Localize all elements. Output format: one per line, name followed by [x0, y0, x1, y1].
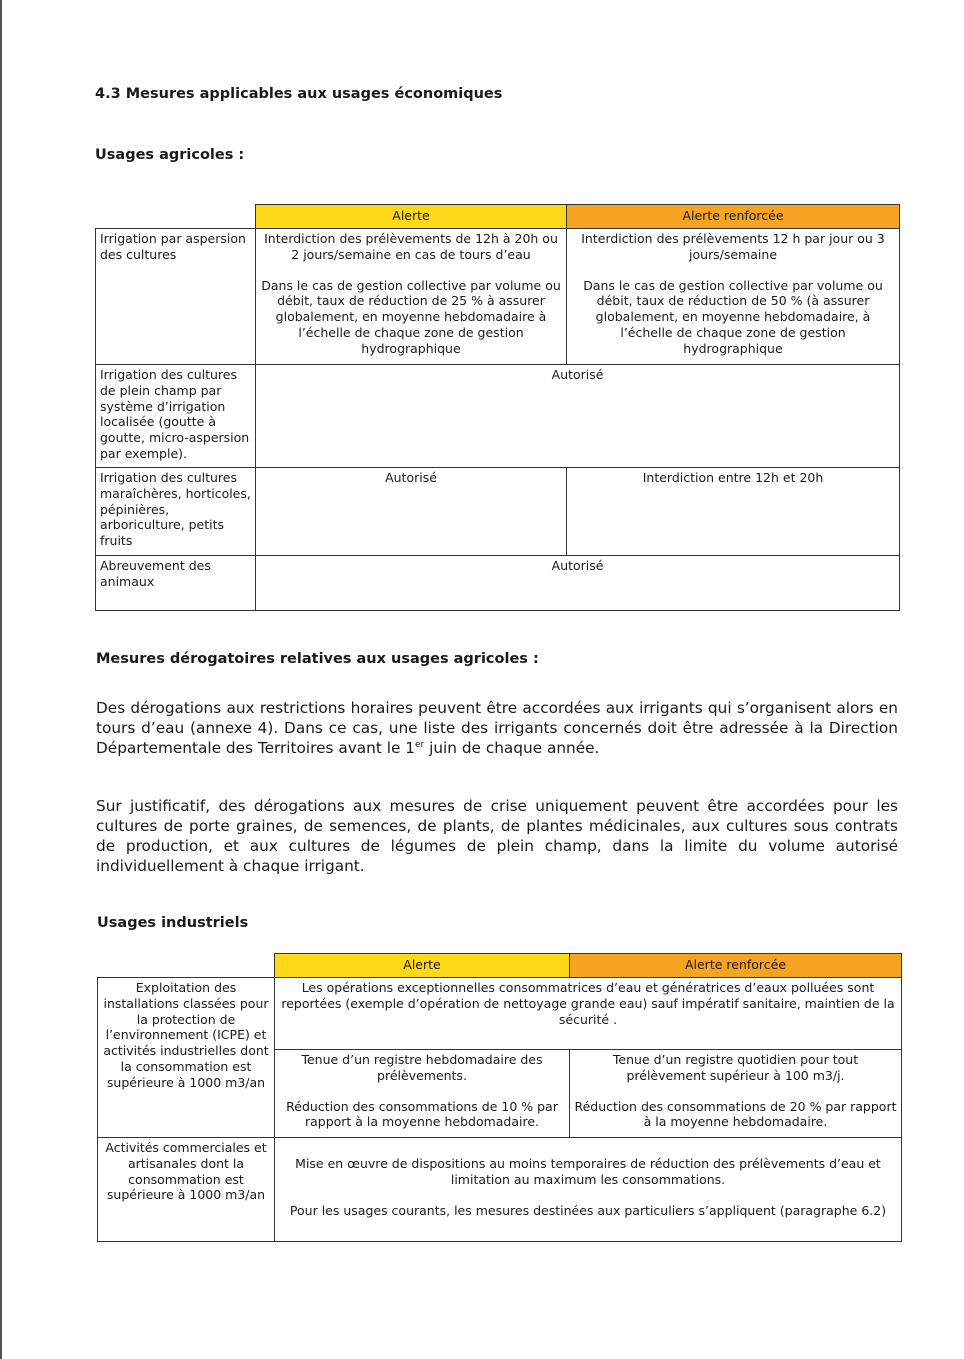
row-label: Irrigation des cultures de plein champ par système d’irrigation localisée (goutte à goutte, micro-aspersion par exemple).: [96, 365, 256, 468]
common-measure-cell: Les opérations exceptionnelles consommatrices d’eau et génératrices d’eaux polluées sont reportées (exemple d’opération de nettoyage grande eau) sauf impératif sanitaire, maintien de la sécurité .: [275, 978, 902, 1050]
table-row: [96, 468, 900, 556]
row-label: Abreuvement des animaux: [96, 556, 256, 611]
table-corner-blank: [98, 954, 275, 978]
row-label: Irrigation par aspersion des cultures: [96, 229, 256, 365]
cell-paragraph: Dans le cas de gestion collective par volume ou débit, taux de réduction de 50 % (à assurer globalement, en moyenne hebdomadaire, à l’échelle de chaque zone de gestion hydrographique: [583, 277, 883, 356]
cell-paragraph: Pour les usages courants, les mesures destinées aux particuliers s’appliquent (paragraphe 6.2): [289, 1202, 887, 1218]
industrial-heading: Usages industriels: [97, 915, 249, 931]
merged-value-cell: Autorisé: [256, 365, 900, 468]
cell-paragraph: Interdiction des prélèvements 12 h par jour ou 3 jours/semaine: [581, 231, 885, 262]
merged-measure-cell: [275, 1138, 902, 1242]
scan-edge: [0, 0, 2, 1359]
renforcee-cell: [570, 1050, 902, 1138]
header-alerte-renforcee: Alerte renforcée: [567, 205, 900, 229]
cell-paragraph: Interdiction des prélèvements de 12h à 20h ou 2 jours/semaine en cas de tours d’eau: [264, 231, 558, 262]
row-label: Activités commerciales et artisanales dont la consommation est supérieure à 1000 m3/an: [98, 1138, 275, 1242]
cell-paragraph: Mise en œuvre de dispositions au moins temporaires de réduction des prélèvements d’eau et limitation au maximum les consommations.: [295, 1156, 881, 1187]
cell-paragraph: Tenue d’un registre quotidien pour tout prélèvement supérieur à 100 m3/j.: [612, 1052, 859, 1083]
table-row: [98, 1138, 902, 1242]
header-alerte-renforcee: Alerte renforcée: [570, 954, 902, 978]
renforcee-cell: Interdiction entre 12h et 20h: [567, 468, 900, 556]
cell-paragraph: Dans le cas de gestion collective par volume ou débit, taux de réduction de 25 % à assurer globalement, en moyenne hebdomadaire à l’échelle de chaque zone de gestion hydrographique: [261, 277, 561, 356]
agricultural-measures-table: [95, 204, 900, 611]
cell-paragraph: Réduction des consommations de 20 % par rapport à la moyenne hebdomadaire.: [574, 1098, 897, 1130]
renforcee-cell: [567, 229, 900, 365]
derogations-paragraph-2: Sur justificatif, des dérogations aux mesures de crise uniquement peuvent être accordées pour les cultures de porte graines, de semences, de plants, de plantes médicinales, aux cultures sous contrats de production, et aux cultures de légumes de plein champ, dans la limite du volume autorisé individuellement à chaque irrigant.: [96, 797, 898, 875]
superscript: er: [414, 739, 425, 750]
alerte-cell: [275, 1050, 570, 1138]
agricultural-heading: Usages agricoles :: [95, 147, 245, 163]
paragraph-text: Des dérogations aux restrictions horaires peuvent être accordées aux irrigants qui s’organisent alors en tours d’eau (annexe 4). Dans ce cas, une liste des irrigants concernés doit être adressée à la Direction Départementale des Territoires avant le 1: [96, 699, 898, 757]
industrial-measures-table: [97, 953, 902, 1242]
table-row: [96, 556, 900, 611]
table-row: [98, 978, 902, 1050]
derogations-paragraph-1: [96, 698, 898, 758]
row-label: Irrigation des cultures maraîchères, horticoles, pépinières, arboriculture, petits fruits: [96, 468, 256, 556]
paragraph-text: juin de chaque année.: [424, 739, 600, 757]
cell-paragraph: Réduction des consommations de 10 % par rapport à la moyenne hebdomadaire.: [286, 1098, 558, 1130]
table-row: [96, 229, 900, 365]
merged-value-cell: Autorisé: [256, 556, 900, 611]
header-alerte: Alerte: [256, 205, 567, 229]
table-row: [96, 365, 900, 468]
section-title: 4.3 Mesures applicables aux usages économiques: [95, 86, 503, 102]
table-corner-blank: [96, 205, 256, 229]
cell-paragraph: Tenue d’un registre hebdomadaire des prélèvements.: [301, 1052, 543, 1083]
alerte-cell: Autorisé: [256, 468, 567, 556]
row-label: Exploitation des installations classées pour la protection de l’environnement (ICPE) et activités industrielles dont la consommation est supérieure à 1000 m3/an: [98, 978, 275, 1138]
alerte-cell: [256, 229, 567, 365]
derogations-heading: Mesures dérogatoires relatives aux usages agricoles :: [96, 651, 539, 667]
header-alerte: Alerte: [275, 954, 570, 978]
